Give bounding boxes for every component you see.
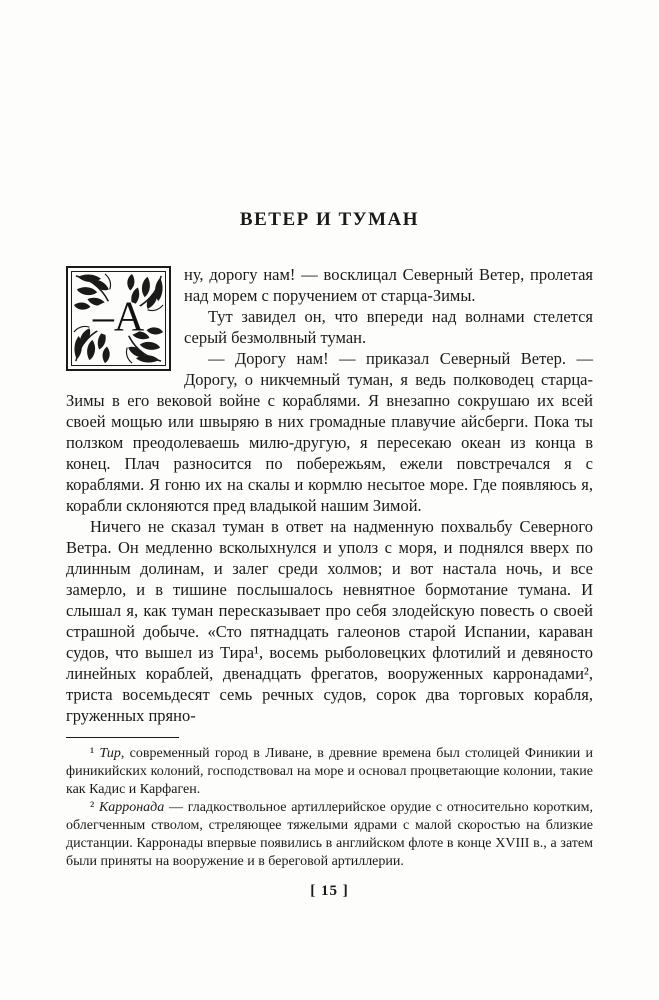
footnote-1-marker: ¹	[90, 746, 100, 761]
body-text	[66, 264, 593, 726]
paragraph-2: Тут завидел он, что впереди над волнами стелется серый безмолвный туман.	[184, 307, 593, 347]
footnote-1-term: Тир	[99, 746, 121, 761]
dropcap-letter: –А	[92, 293, 145, 340]
paragraph-4: Ничего не сказал туман в ответ на надменную похвальбу Северного Ветра. Он медленно всколыхнулся и уполз с моря, и поднялся вверх по длинным долинам, и залег среди холмов; и вот настала ночь, и все замерло, и в тишине послышалось невнятное бормотание тумана. И слышал я, как туман пересказывает про себя злодейскую повесть о своей страшной добыче. «Сто пятнадцать галеонов старой Испании, караван судов, что вышел из Тира¹, восемь рыболовецких флотилий и девяносто линейных кораблей, двенадцать фрегатов, вооруженных карронадами², триста восемьдесят семь речных судов, сорок два торговых корабля, груженных пряно-	[66, 517, 593, 725]
footnote-2-term: Карронада	[98, 800, 165, 815]
footnote-1-text: , современный город в Ливане, в древние времена был столицей Финикии и финикийских колоний, господствовал на море и основал процветающие колонии, такие как Кадис и Карфаген.	[66, 746, 593, 797]
dropcap-ornament	[66, 266, 171, 371]
footnote-separator	[66, 737, 179, 738]
footnote-2	[66, 799, 593, 871]
footnotes-section	[66, 745, 593, 871]
footnote-1	[66, 745, 593, 799]
paragraph-3: — Дорогу нам! — приказал Северный Ветер. — Дорогу, о никчемный туман, я ведь полководец старца-Зимы в его вековой войне с кораблями. Я внезапно сокрушаю их всей своей мощью или швыряю в них громадные плавучие айсберги. Пока ты ползком преодолеваешь милю-другую, я пересекаю океан из конца в конец. Плач разносится по побережьям, ежели повстречался я с кораблями. Я гоню их на скалы и кормлю несытое море. Где появляюсь я, корабли склоняются пред владыкой нашим Зимой.	[66, 349, 593, 515]
footnote-2-text: — гладкоствольное артиллерийское орудие с относительно коротким, облегченным стволом, стреляющее тяжелыми ядрами с малой скоростью на близкие дистанции. Карронады впервые появились в английском флоте в конце XVIII в., а затем были приняты на вооружение и в береговой артиллерии.	[66, 800, 593, 869]
paragraph-1: ну, дорогу нам! — восклицал Северный Ветер, пролетая над морем с поручением от старца-Зимы.	[184, 265, 593, 305]
page-number: [ 15 ]	[310, 883, 349, 899]
chapter-title: ВЕТЕР И ТУМАН	[239, 209, 420, 230]
footnote-2-marker: ²	[90, 800, 99, 815]
